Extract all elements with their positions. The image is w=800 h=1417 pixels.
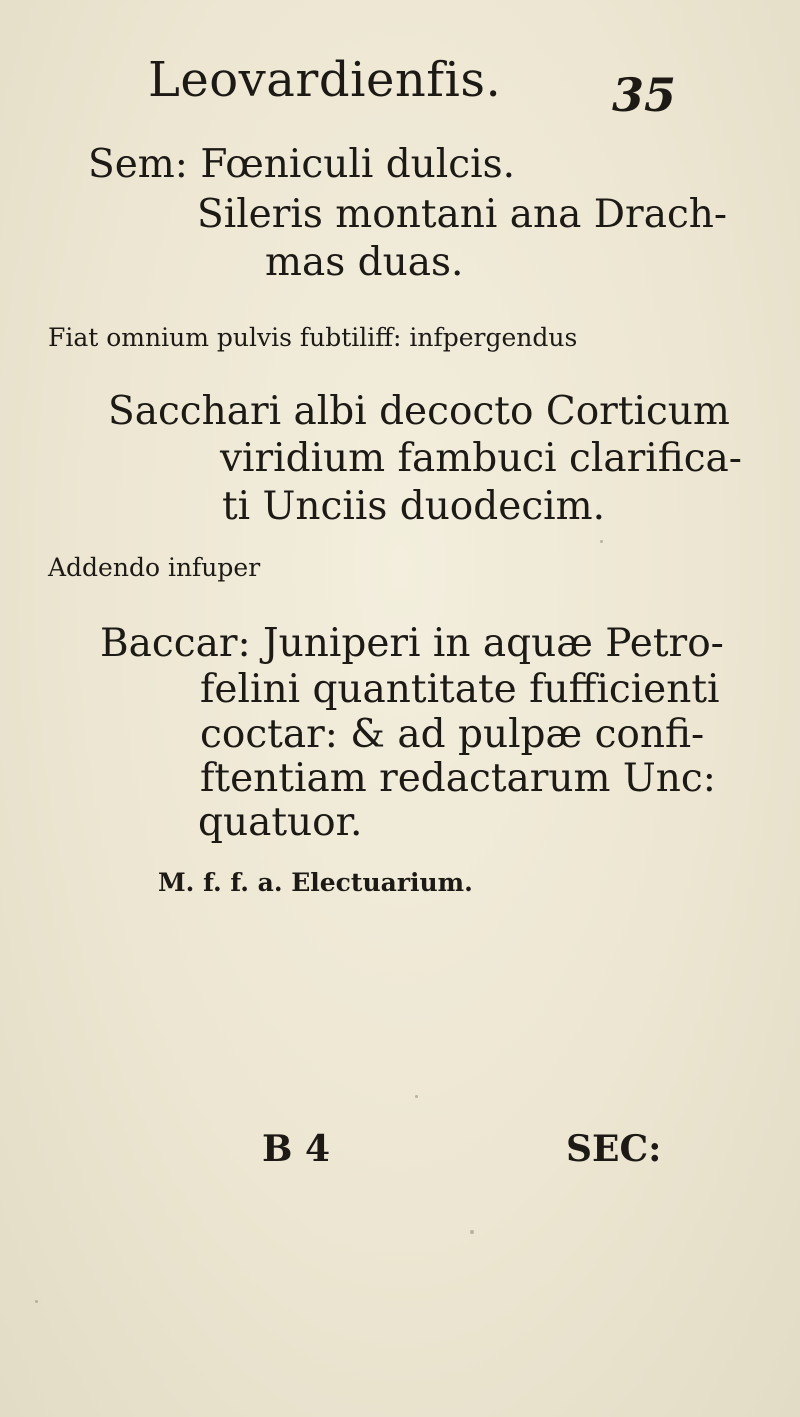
recipe-line: quatuor.: [198, 800, 363, 845]
recipe-line: viridium fambuci clarifica-: [220, 436, 742, 481]
paper-speck: [35, 1300, 38, 1303]
recipe-line: Sacchari albi decocto Corticum: [108, 389, 730, 434]
instruction-line: Fiat omnium pulvis fubtiliff: infpergendus: [48, 323, 578, 352]
recipe-line: Sileris montani ana Drach-: [197, 192, 728, 237]
signature-mark: B 4: [262, 1128, 331, 1170]
instruction-line: M. f. f. a. Electuarium.: [158, 868, 473, 897]
paper-speck: [600, 540, 603, 543]
paper-speck: [470, 1230, 474, 1234]
recipe-line: Sem: Fœniculi dulcis.: [88, 142, 515, 187]
recipe-line: mas duas.: [265, 240, 464, 285]
recipe-line: ftentiam redactarum Unc:: [200, 756, 716, 801]
recipe-line: ti Unciis duodecim.: [222, 484, 606, 529]
recipe-line: coctar: & ad pulpæ confi-: [200, 712, 705, 757]
recipe-line: Baccar: Juniperi in aquæ Petro-: [100, 621, 724, 666]
recipe-line: felini quantitate fufficienti: [200, 667, 720, 712]
instruction-line: Addendo infuper: [48, 553, 261, 582]
page-number: 35: [612, 68, 677, 122]
paper-speck: [415, 1095, 418, 1098]
catchword: SEC:: [566, 1128, 662, 1170]
running-title: Leovardienfis.: [148, 52, 502, 108]
